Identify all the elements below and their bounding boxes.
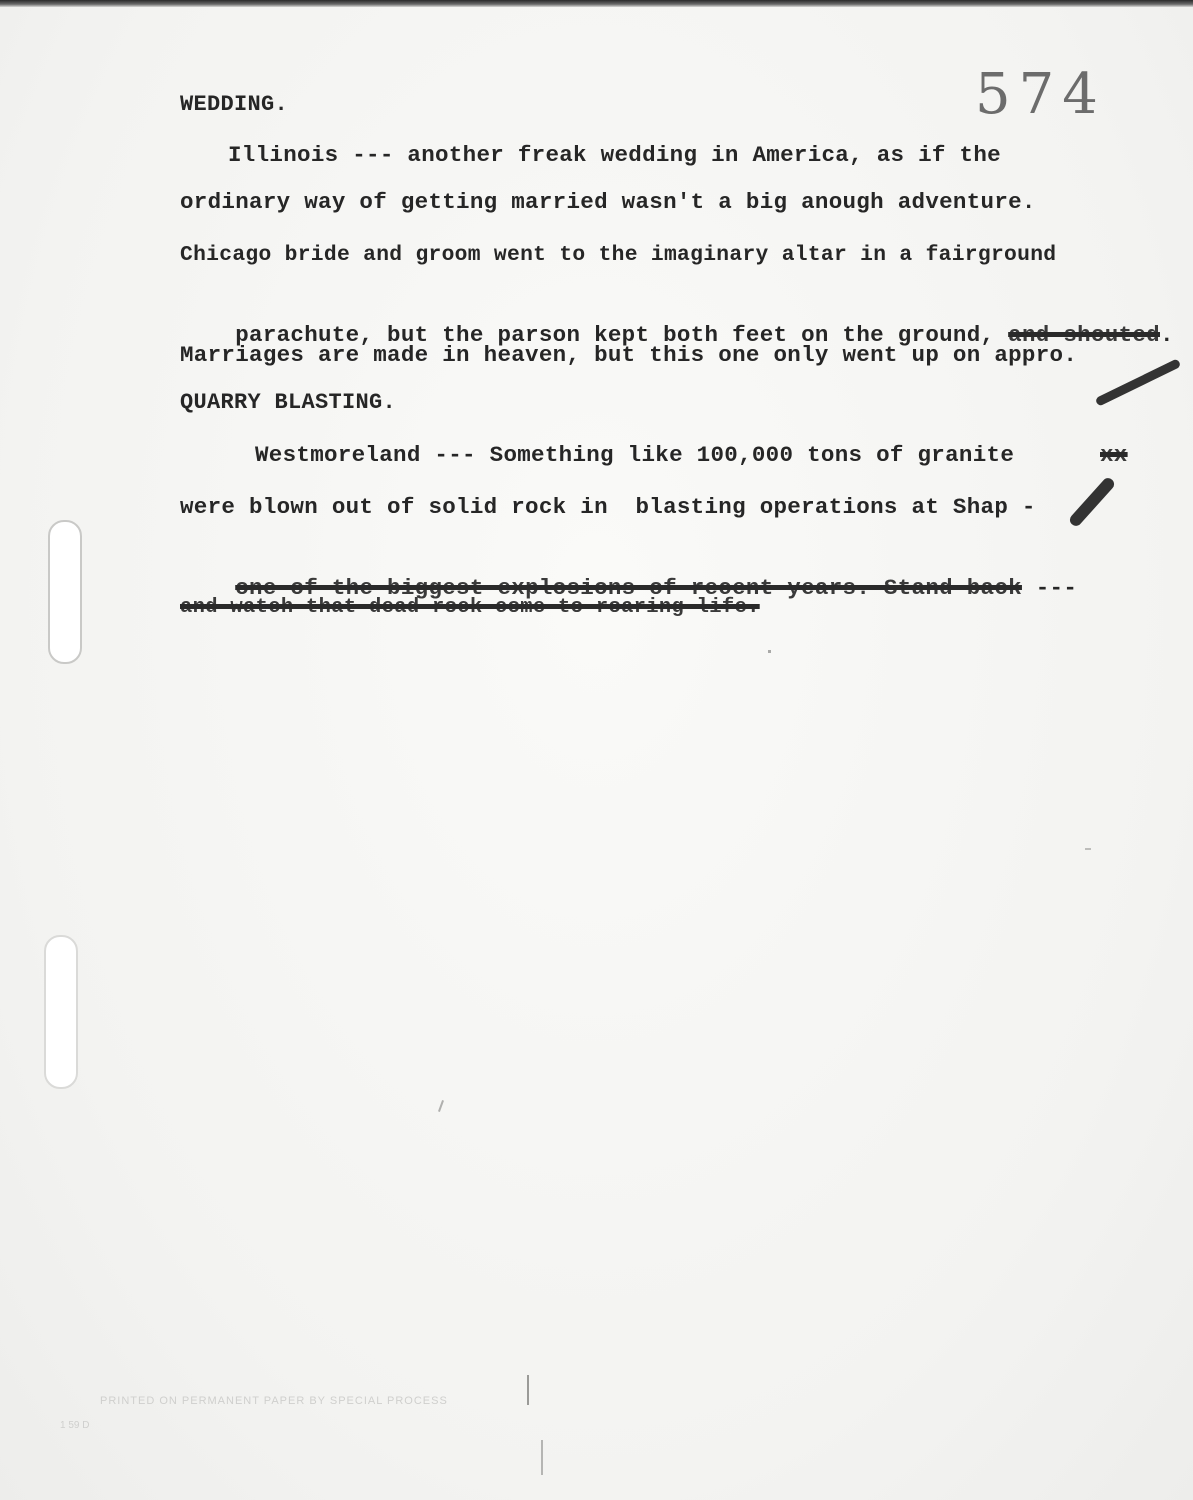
punch-hole-upper [48, 520, 82, 664]
paper-speck [541, 1440, 543, 1475]
paper-speck [527, 1375, 529, 1405]
section-heading-wedding: WEDDING. [180, 92, 289, 117]
struck-text: one of the biggest explosions of recent years. Stand back [235, 575, 1022, 601]
text-line: Marriages are made in heaven, but this one only went up on appro. [180, 342, 1078, 368]
struck-text: and shouted [1008, 322, 1160, 348]
struck-text: xx [1100, 442, 1128, 468]
text-line: Chicago bride and groom went to the imaginary altar in a fairground [180, 243, 1057, 267]
text-line: were blown out of solid rock in blasting operations at Shap - [180, 494, 1036, 520]
struck-text: and watch that dead rock come to roaring life. [180, 596, 760, 619]
text-segment: parachute, but the parson kept both feet on the ground, [235, 322, 1009, 348]
punch-hole-lower [44, 935, 78, 1089]
pencil-check-mark [1067, 476, 1116, 529]
top-edge-shadow [0, 0, 1193, 7]
text-segment: . [1159, 322, 1174, 348]
paper-speck [438, 1100, 444, 1112]
show-through-code: 1 59 D [60, 1420, 90, 1431]
text-line: Illinois --- another freak wedding in America, as if the [228, 142, 1001, 168]
text-segment: --- [1021, 575, 1078, 601]
paper-speck [768, 650, 771, 653]
text-line: ordinary way of getting married wasn't a big anough adventure. [180, 189, 1036, 215]
section-heading-quarry: QUARRY BLASTING. [180, 390, 397, 415]
handwritten-page-number: 574 [975, 62, 1106, 127]
show-through-text: PRINTED ON PERMANENT PAPER BY SPECIAL PROCESS [100, 1395, 448, 1407]
text-line: Westmoreland --- Something like 100,000 tons of granite [255, 442, 1015, 468]
paper-speck [1085, 848, 1091, 850]
